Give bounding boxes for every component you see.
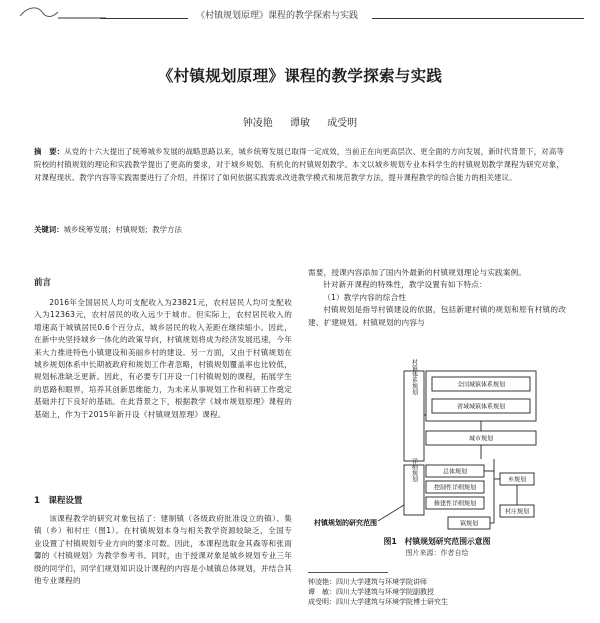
left-column-body <box>34 297 292 421</box>
label-town-plan: 全国城镇体系规划 <box>456 381 506 389</box>
keywords-text: 城乡统筹发展；村镇规划；教学方法 <box>63 225 182 234</box>
author-name: 钟凌艳 <box>242 118 273 129</box>
label-town: 镇规划 <box>459 520 479 528</box>
label-overall-plan: 总体规划 <box>442 468 468 476</box>
figure-diagram <box>308 355 566 533</box>
label-vertical-left: 村镇体系规划 <box>410 359 418 395</box>
keywords-label: 关键词： <box>34 225 64 234</box>
system-plan-frame <box>426 371 536 421</box>
abstract-text: 从党的十六大提出了统筹城乡发展的战略思路以来，城乡统筹发展已取得一定成效，当前正在向更高层次、更全面的方向发展，新时代背景下，对高等院校的村镇规划的理论和实践教学提出了更高的要求，对于城乡规划、有机化的村镇规划教学。本文以城乡规划专业本科学生的村镇规划教学课程为研究对象，对课程现状、教学内容等实践需要进行了介绍，并探讨了如何依据实践需求改进教学模式和规范教学方法，提升课程教学的综合能力的相关建议。 <box>34 147 564 183</box>
paper-title: 《村镇规划原理》课程的教学探索与实践 <box>157 67 443 85</box>
author-list <box>0 114 600 129</box>
body-paragraph: 需要，授课内容添加了国内外最新的村镇规划理论与实践案例。 <box>308 268 527 277</box>
header-rule-left <box>100 18 188 19</box>
body-paragraph: 2016年全国居民人均可支配收入为23821元，农村居民人均可支配收入为12363元，农村居民的收入远少于城市。但实际上，农村居民收入的增速高于城镇居民0.6个百分点，城乡居民的收入差距在继续缩小。因此，在新中央坚持城乡一体化的政策导向，村镇规划将成为经济发展迅速，今年来大力推进特色小镇建设和美丽乡村的建设。另一方面，又由于村镇规划在城乡规划体系中长期被政府和规划工作者忽略，村镇规划覆盖率也比较低，规划标准缺乏更新。因此，有必要专门开设一门村镇规划的课程，拓展学生的思路和眼界，培养其创新思维能力，为未来从事规划工作和科研工作奠定基础并打下良好的基础。在此背景之下，根据教学《城市规划原理》课程的基础上，作为于2015年新开设《村镇规划原理》课程。 <box>34 298 292 419</box>
footnotes <box>308 577 568 608</box>
footnote-item: 成受明：四川大学建筑与环境学院博士研究生 <box>308 598 448 607</box>
footnote-rule <box>308 572 388 573</box>
keywords <box>34 224 564 235</box>
author-name: 谭敏 <box>290 118 310 129</box>
figure-source: 图片来源：作者自绘 <box>405 549 469 557</box>
body-paragraph: 村镇规划是指导村镇建设的依据，包括新建村镇的规划和原有村镇的改建、扩建规划。村镇规划的内容与 <box>308 305 566 327</box>
header-rule-right <box>372 18 584 19</box>
running-title: 《村镇规划原理》课程的教学探索与实践 <box>196 11 359 21</box>
label-construct-plan: 修建性详细规划 <box>433 500 477 508</box>
label-control-plan: 控制性详细规划 <box>433 484 477 492</box>
abstract <box>34 145 564 185</box>
abstract-label: 摘 要： <box>34 147 65 156</box>
body-paragraph: （1）教学内容的综合性 <box>323 292 407 302</box>
label-city-plan: 城市规划 <box>468 435 494 443</box>
label-vertical-city: 详细规划 <box>410 458 418 482</box>
label-scope: 村镇规划的研究范围 <box>314 519 377 527</box>
footnote-item: 钟凌艳：四川大学建筑与环境学院讲师 <box>308 578 427 586</box>
author-name: 成受明 <box>327 118 358 129</box>
body-paragraph: 该课程教学的研究对象包括了：建制镇（各级政府批准设立的镇）、集镇（乡）和村庄（图1）。在村镇规划本身与相关教学资源较缺乏，全国专业设置了村镇规划专业方向的要求可数。因此，本课程选取金其森等和张雨馨的《村镇规划》为教学参考书。同时，由于授课对象是城乡规划专业三年级的同学们，同学们规划知识设计课程的内容是小城镇总体规划，并结合其他专业课程的 <box>34 514 292 586</box>
section-heading-preface: 前言 <box>34 278 52 288</box>
label-region-plan: 省域城镇体系规划 <box>456 403 506 411</box>
left-column-body-2 <box>34 513 292 587</box>
footnote-item: 谭 敏：四川大学建筑与环境学院副教授 <box>308 588 434 597</box>
section-heading-course: 1 课程设置 <box>34 496 83 506</box>
figure-caption: 图1 村镇规划研究范围示意图 <box>383 537 491 546</box>
body-paragraph: 针对新开课程的特殊性，教学设置有如下特点： <box>323 280 487 290</box>
right-column-body <box>308 267 566 329</box>
label-village: 村庄规划 <box>504 508 530 516</box>
label-township: 乡规划 <box>507 476 527 484</box>
header-ornament-icon <box>18 4 108 20</box>
